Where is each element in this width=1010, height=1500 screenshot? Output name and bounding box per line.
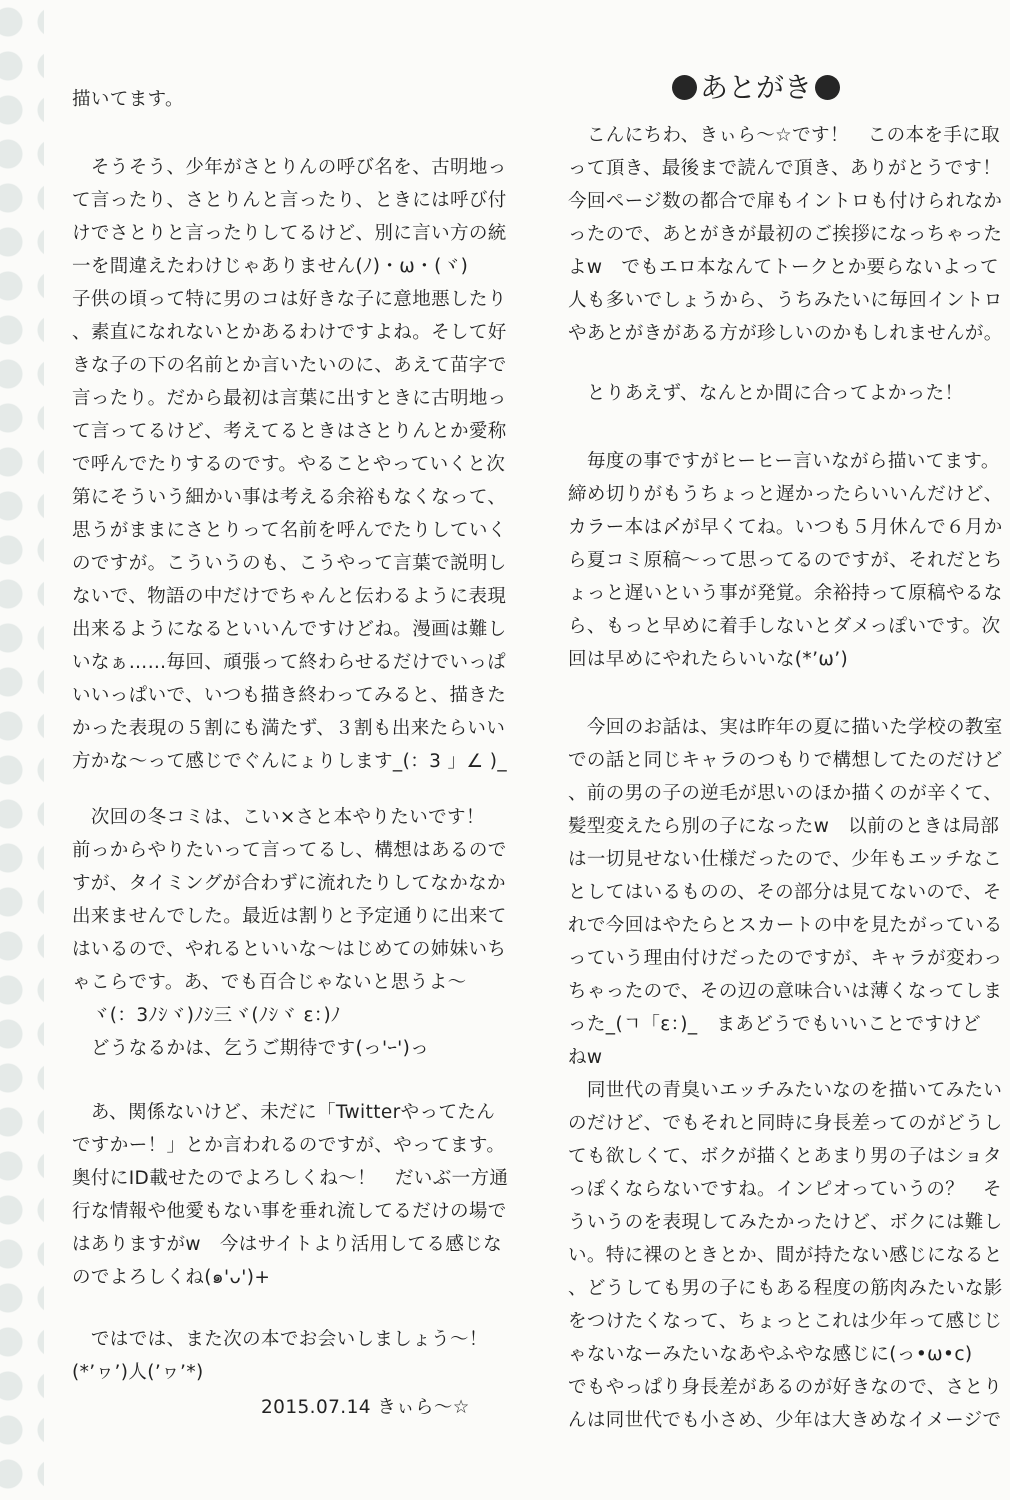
right-column-line: 毎度の事ですがヒーヒー言いながら描いてます。 [568,451,1000,472]
right-column-line: 髪型変えたら別の子になったw 以前のときは局部 [568,816,1000,837]
left-column-line: ですかー！」とか言われるのですが、やってます。 [72,1135,506,1156]
right-column-line: ても欲しくて、ボクが描くとあまり男の子はショタ [568,1146,1002,1167]
left-column-line: きな子の下の名前とか言いたいのに、あえて苗字で [72,355,507,376]
right-column-line: 、前の男の子の逆毛が思いのほか描くのが辛くて、 [568,783,1003,804]
left-column-line: はありますがw 今はサイトより活用してる感じな [72,1234,503,1255]
right-column-line: ちゃったので、その辺の意味合いは薄くなってしま [568,981,1003,1002]
left-column-line: 出来るようになるといいんですけどね。漫画は難し [72,619,507,640]
left-column-line: ヾ(：3ﾉｼヾ)ﾉｼ三ヾ(ﾉｼヾ ε：)ﾉ [72,1005,341,1026]
left-column-line: ないで、物語の中だけでちゃんと伝わるように表現 [72,586,507,607]
left-column-line: 2015.07.14 きぃら〜☆ [72,1397,470,1418]
left-column-line: あ、関係ないけど、未だに「Twitterやってたん [72,1102,496,1123]
right-column-line: 今回のお話は、実は昨年の夏に描いた学校の教室 [568,717,1003,738]
left-column-line: 言ったり。だから最初は言葉に出すときに古明地っ [72,388,507,409]
left-column-line: けでさとりと言ったりしてるけど、別に言い方の統 [72,223,507,244]
right-column-line: れで今回はやたらとスカートの中を見たがっている [568,915,1003,936]
right-column-line: ゃないなーみたいなあやふやな感じに(っ•ω•c) [568,1344,973,1365]
right-column-line: は一切見せない仕様だったので、少年もエッチなこ [568,849,1002,870]
left-column-line: どうなるかは、乞うご期待です(っ'ｰ')っ [72,1038,430,1059]
right-column-line: での話と同じキャラのつもりで構想してたのだけど [568,750,1003,771]
right-column-line: ったので、あとがきが最初のご挨拶になっちゃった [568,224,1003,245]
right-column-line: ら夏コミ原稿〜って思ってるのですが、それだとち [568,550,1003,571]
heading-bullet-right [815,75,840,100]
left-column-line: 出来ませんでした。最近は割りと予定通りに出来て [72,906,507,927]
left-column-line: 方かな〜って感じでぐんにょりします_(：3 」∠ )_ [72,751,507,772]
left-column-line: いなぁ……毎回、頑張って終わらせるだけでいっぱ [72,652,507,673]
left-column-line: はいるので、やれるといいな〜はじめての姉妹いち [72,939,507,960]
left-column-line: 一を間違えたわけじゃありません(ﾉ)・ω・(ヾ) [72,256,469,277]
left-column-line: (*’ヮ’)人(’ヮ’*) [72,1362,204,1383]
left-column-line: いいっぱいで、いつも描き終わってみると、描きた [72,685,507,706]
right-column-line: 同世代の青臭いエッチみたいなのを描いてみたい [568,1080,1003,1101]
heading-text: あとがき [700,71,813,104]
right-column-line: やあとがきがある方が珍しいのかもしれませんが。 [568,323,1003,344]
left-column-line: て言ってるけど、考えてるときはさとりんとか愛称 [72,421,507,442]
right-column-line: 今回ページ数の都合で扉もイントロも付けられなか [568,191,1003,212]
right-column-line: としてはいるものの、その部分は見てないので、そ [568,882,1002,903]
left-column-line: ではでは、また次の本でお会いしましょう〜！ [72,1329,488,1350]
right-column-line: とりあえず、なんとか間に合ってよかった！ [568,383,964,404]
left-column-line: 行な情報や他愛もない事を垂れ流してるだけの場で [72,1201,507,1222]
left-column-line: 思うがままにさとりって名前を呼んでたりしていく [72,520,507,541]
left-column-line: のでよろしくね(๑'ᴗ')+ [72,1267,271,1288]
right-column-line: っぽくならないですね。インピオっていうの？ そ [568,1179,1002,1200]
right-column-line: をつけたくなって、ちょっとこれは少年って感じじ [568,1311,1003,1332]
right-column-line: ら、もっと早めに着手しないとダメっぽいです。次 [568,616,1001,637]
right-column-line: よw でもエロ本なんてトークとか要らないよって [568,257,999,278]
right-column-line: 締め切りがもうちょっと遅かったらいいんだけど、 [568,484,1003,505]
right-column-line: のだけど、でもそれと同時に身長差ってのがどうし [568,1113,1003,1134]
left-column-line: 前っからやりたいって言ってるし、構想はあるので [72,840,507,861]
right-column-line: でもやっぱり身長差があるのが好きなので、さとり [568,1377,1003,1398]
right-column-line: ょっと遅いという事が発覚。余裕持って原稿やるな [568,583,1003,604]
left-column-line: て言ったり、さとりんと言ったり、ときには呼び付 [72,190,507,211]
right-column-line: い。特に裸のときとか、間が持たない感じになると [568,1245,1003,1266]
left-column-line: 、素直になれないとかあるわけですよね。そして好 [72,322,507,343]
right-column-line: 、どうしても男の子にもある程度の筋肉みたいな影 [568,1278,1003,1299]
right-column-line: んは同世代でも小さめ、少年は大きめなイメージで [568,1410,1002,1431]
left-column-line: ゃこらです。あ、でも百合じゃないと思うよ〜 [72,972,467,993]
heading-bullet-left [672,75,697,100]
right-column-line: カラー本は〆が早くてね。いつも５月休んで６月か [568,517,1003,538]
left-column-line: すが、タイミングが合わずに流れたりしてなかなか [72,873,506,894]
right-column-line: った_(ㄱ「ε：)_ まあどうでもいいことですけど [568,1014,982,1035]
left-column-line: 次回の冬コミは、こい×さと本やりたいです！ [72,807,485,828]
decorative-dot-border [0,0,44,1500]
left-column-line: のですが。こういうのも、こうやって言葉で説明し [72,553,507,574]
right-column-line: こんにちわ、きぃら〜☆です！ この本を手に取 [568,125,1001,146]
left-column-line: 第にそういう細かい事は考える余裕もなくなって、 [72,487,507,508]
right-column-line: ういうのを表現してみたかったけど、ボクには難し [568,1212,1003,1233]
afterword-heading [672,70,840,106]
right-column-line: ねw [568,1047,603,1068]
left-column-line: そうそう、少年がさとりんの呼び名を、古明地っ [72,157,507,178]
right-column-line: 回は早めにやれたらいいな(*’ω’) [568,649,849,670]
left-column-line: 描いてます。 [72,89,184,110]
left-column-line: 子供の頃って特に男のコは好きな子に意地悪したり [72,289,507,310]
left-column-line: かった表現の５割にも満たず、３割も出来たらいい [72,718,506,739]
right-column-line: 人も多いでしょうから、うちみたいに毎回イントロ [568,290,1003,311]
right-column-line: っていう理由付けだったのですが、キャラが変わっ [568,948,1003,969]
left-column-line: で呼んでたりするのです。やることやっていくと次 [72,454,506,475]
left-column-line: 奥付にID載せたのでよろしくね〜！ だいぶ一方通 [72,1168,509,1189]
right-column-line: って頂き、最後まで読んで頂き、ありがとうです！ [568,158,1002,179]
